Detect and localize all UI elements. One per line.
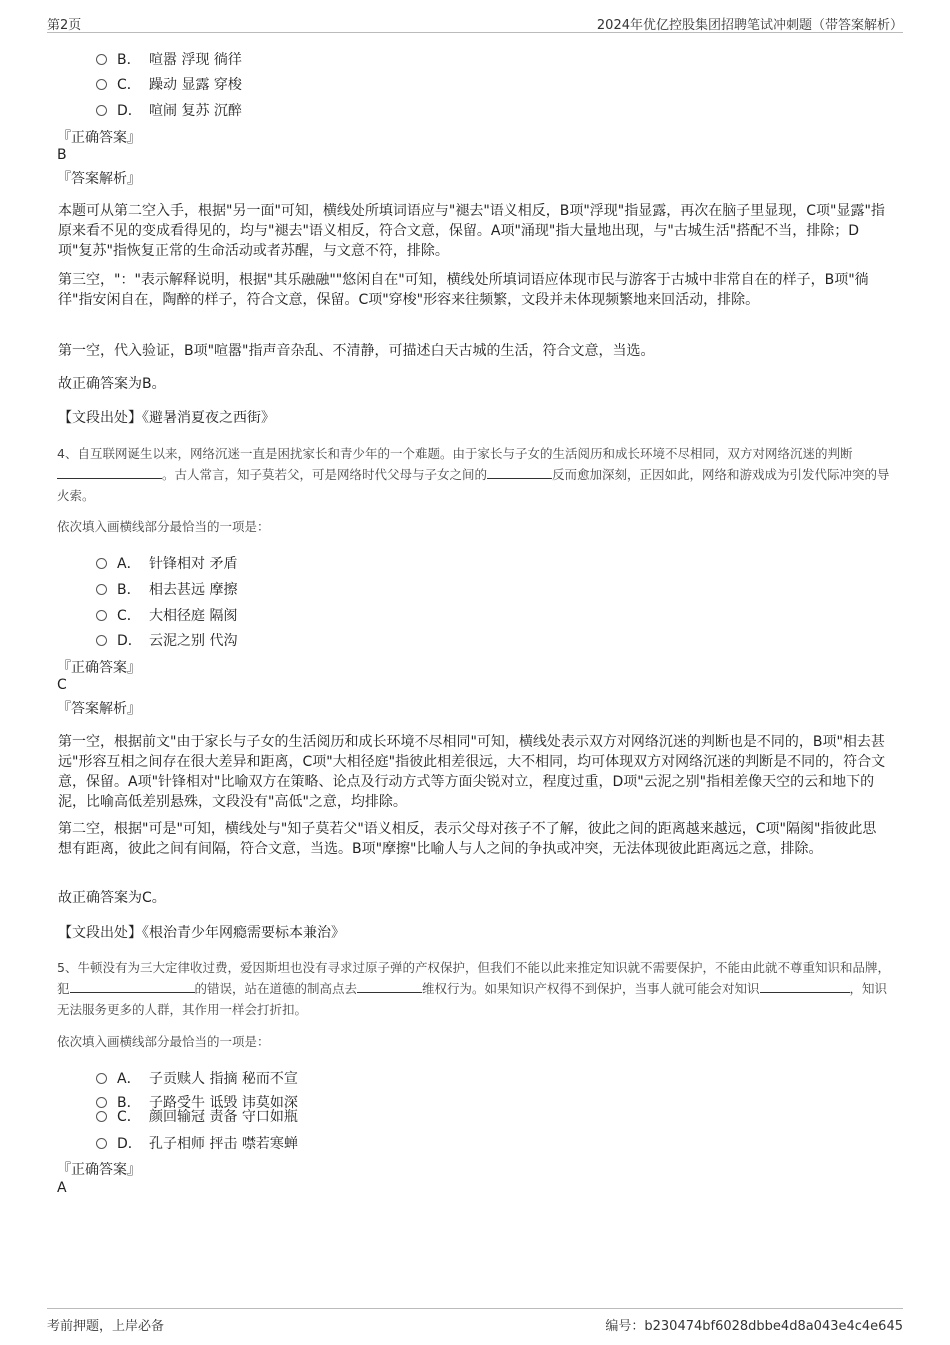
q4-option-c[interactable]: C． 大相径庭 隔阂 bbox=[96, 605, 237, 625]
q3-analysis-p1: 本题可从第二空入手，根据"另一面"可知，横线处所填词语应与"褪去"语义相反，B项"浮现"指显露，再次在脑子里显现，C项"显露"指原来看不见的变成看得见的，均与"褪去"语义相反，符合文意，保留。A项"涌现"指大量地出现，与"古城生活"搭配不当，排除；D项"复苏"指恢复正常的生命活动或者苏醒，与文意不符，排除。 bbox=[58, 203, 885, 259]
q3-analysis-p4: 故正确答案为B。 bbox=[58, 376, 166, 392]
document-id: 编号：b230474bf6028dbbe4d8a043e4c4e645 bbox=[605, 1319, 903, 1334]
q5-question: 5、牛顿没有为三大定律收过费，爱因斯坦也没有寻求过原子弹的产权保护，但我们不能以此来推定知识就不需要保护，不能由此就不尊重知识和品牌，犯 的错误，站在道德的制高点去 维权行为。如果知识产权得不到保护，当事人就可能会对知识 ，知识无法服务更多的人群，其作用一样会打折扣。 bbox=[57, 960, 890, 1017]
q4-analysis-label: 『答案解析』 bbox=[57, 701, 141, 717]
q3-analysis-p2: 第三空，"："表示解释说明，根据"其乐融融""悠闲自在"可知，横线处所填词语应体现市民与游客于古城中非常自在的样子，B项"徜徉"指安闲自在，陶醉的样子，符合文意，保留。C项"穿梭"形容来往频繁，文段并未体现频繁地来回活动，排除。 bbox=[58, 272, 869, 308]
q3-option-c[interactable]: C． 躁动 显露 穿梭 bbox=[96, 74, 242, 94]
q4-analysis-p2: 第二空，根据"可是"可知，横线处与"知子莫若父"语义相反，表示父母对孩子不了解，彼此之间的距离越来越远，C项"隔阂"指彼此思想有距离，彼此之间有间隔，符合文意，当选。B项"摩擦"比喻人与人之间的争执或冲突，无法体现彼此距离远之意，排除。 bbox=[58, 821, 877, 857]
blank-3 bbox=[760, 980, 850, 993]
q5-option-c[interactable]: C． 颜回输冠 责备 守口如瓶 bbox=[96, 1106, 298, 1126]
blank-1 bbox=[70, 980, 195, 993]
radio-icon[interactable] bbox=[96, 79, 107, 90]
q4-question: 4、自互联网诞生以来，网络沉迷一直是困扰家长和青少年的一个难题。由于家长与子女的生活阅历和成长环境不尽相同，双方对网络沉迷的判断。古人常言，知子莫若父，可是网络时代父母与子女之间的 反而愈加深刻，正因如此，网络和游戏成为引发代际冲突的导火索。 bbox=[57, 446, 890, 503]
q3-analysis-p3: 第一空，代入验证，B项"喧嚣"指声音杂乱、不清静，可描述白天古城的生活，符合文意，当选。 bbox=[58, 343, 655, 359]
q5-answer: A bbox=[57, 1180, 67, 1196]
q4-prompt: 依次填入画横线部分最恰当的一项是： bbox=[57, 519, 270, 534]
page-number: 第2页 bbox=[47, 18, 82, 33]
page-footer bbox=[47, 1308, 903, 1339]
radio-icon[interactable] bbox=[96, 1111, 107, 1122]
q5-option-d[interactable]: D． 孔子相师 抨击 噤若寒蝉 bbox=[96, 1133, 298, 1153]
radio-icon[interactable] bbox=[96, 610, 107, 621]
blank-2 bbox=[357, 980, 422, 993]
radio-icon[interactable] bbox=[96, 1073, 107, 1084]
blank-2 bbox=[487, 466, 552, 479]
q4-answer: C bbox=[57, 677, 67, 693]
q4-analysis-p3: 故正确答案为C。 bbox=[58, 890, 166, 906]
radio-icon[interactable] bbox=[96, 54, 107, 65]
q4-option-d[interactable]: D． 云泥之别 代沟 bbox=[96, 630, 237, 650]
q4-option-a[interactable]: A． 针锋相对 矛盾 bbox=[96, 553, 237, 573]
q5-answer-label: 『正确答案』 bbox=[57, 1162, 141, 1178]
radio-icon[interactable] bbox=[96, 558, 107, 569]
page-header bbox=[47, 10, 903, 33]
q3-analysis-label: 『答案解析』 bbox=[57, 171, 141, 187]
blank-1 bbox=[57, 466, 162, 479]
q4-analysis-p1: 第一空，根据前文"由于家长与子女的生活阅历和成长环境不尽相同"可知，横线处表示双方对网络沉迷的判断也是不同的，B项"相去甚远"形容互相之间存在很大差异和距离，C项"大相径庭"指彼此相差很远，大不相同，均可体现双方对网络沉迷的判断是不同的，符合文意，保留。A项"针锋相对"比喻双方在策略、论点及行动方式等方面尖锐对立，程度过重，D项"云泥之别"指相差像天空的云和地下的泥，比喻高低差别悬殊，文段没有"高低"之意，均排除。 bbox=[58, 734, 886, 810]
q4-source: 【文段出处】《根治青少年网瘾需要标本兼治》 bbox=[58, 925, 345, 941]
q5-option-a[interactable]: A． 子贡赎人 指摘 秘而不宣 bbox=[96, 1068, 298, 1088]
radio-icon[interactable] bbox=[96, 1138, 107, 1149]
q3-option-b[interactable]: B． 喧嚣 浮现 徜徉 bbox=[96, 49, 242, 69]
q3-option-d[interactable]: D． 喧闹 复苏 沉醉 bbox=[96, 100, 242, 120]
radio-icon[interactable] bbox=[96, 584, 107, 595]
q4-option-b[interactable]: B． 相去甚远 摩擦 bbox=[96, 579, 237, 599]
radio-icon[interactable] bbox=[96, 105, 107, 116]
q5-option-b[interactable]: B． 子路受牛 诋毁 讳莫如深 bbox=[96, 1092, 298, 1112]
q4-answer-label: 『正确答案』 bbox=[57, 660, 141, 676]
q3-answer-label: 『正确答案』 bbox=[57, 130, 141, 146]
document-title: 2024年优亿控股集团招聘笔试冲刺题（带答案解析） bbox=[596, 18, 903, 33]
radio-icon[interactable] bbox=[96, 635, 107, 646]
q3-answer: B bbox=[57, 147, 67, 163]
footer-slogan: 考前押题，上岸必备 bbox=[47, 1319, 165, 1334]
q5-prompt: 依次填入画横线部分最恰当的一项是： bbox=[57, 1034, 270, 1049]
q3-source: 【文段出处】《避暑消夏夜之西街》 bbox=[58, 410, 275, 426]
